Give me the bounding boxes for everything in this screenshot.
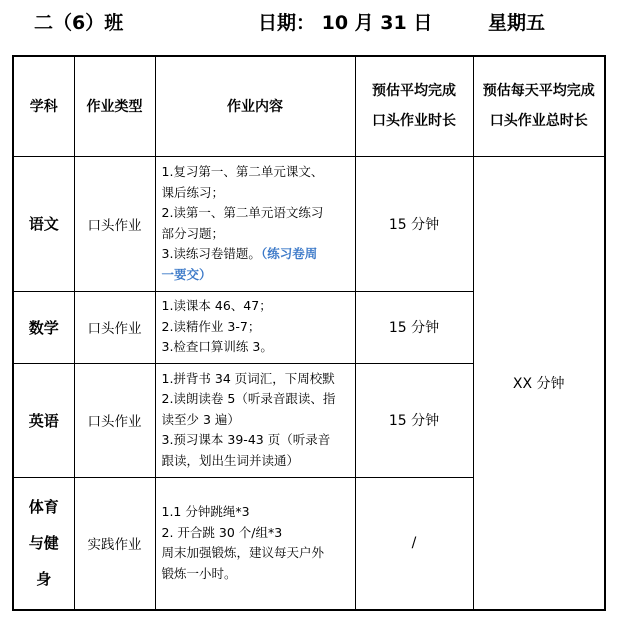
content-cell (155, 363, 355, 477)
table-row-chinese (13, 156, 605, 291)
col-header-daily-total (473, 56, 605, 156)
content-line: 2.读第一、第二单元语文练习 (161, 205, 324, 220)
col-header-type: 作业类型 (74, 56, 155, 156)
content-line: 3.预习课本 39-43 页（听录音 (161, 432, 331, 448)
date-label: 日期： 10 月 31 日 (258, 12, 433, 34)
content-cell (155, 477, 355, 610)
content-line: 1.拼背书 34 页词汇，下周校默 (161, 370, 335, 386)
content-line: 3.检查口算训练 3。 (161, 339, 273, 355)
content-line: 1.1 分钟跳绳*3 (161, 504, 250, 520)
col-header-avg-time-line2: 口头作业时长 (372, 113, 456, 130)
content-line (162, 244, 351, 265)
col-header-avg-time (355, 56, 473, 156)
content-line: 1.复习第一、第二单元课文、 (161, 164, 324, 179)
subject-cell: 数学 (13, 291, 74, 363)
subject-cell: 英语 (13, 363, 74, 477)
subject-name (14, 489, 74, 597)
content-line: 读至少 3 遍） (161, 411, 240, 427)
class-label: 二（6）班 (34, 12, 124, 34)
content-cell (155, 291, 355, 363)
content-text: 3.读练习卷错题。 (161, 246, 261, 261)
col-header-daily-total-line2: 口头作业总时长 (489, 113, 588, 130)
time-cell: / (355, 477, 473, 610)
content-note: （练习卷周 (260, 246, 318, 261)
time-cell: 15 分钟 (355, 363, 473, 477)
subject-cell (13, 477, 74, 610)
homework-table (12, 55, 606, 611)
content-line: 部分习题； (161, 225, 225, 241)
time-cell: 15 分钟 (355, 291, 473, 363)
content-line: 2.读精作业 3-7； (161, 318, 261, 334)
content-line: 锻炼一小时。 (161, 565, 237, 581)
subject-name-part: 身 (36, 570, 52, 589)
col-header-daily-total-line1: 预估每天平均完成 (482, 83, 595, 100)
time-cell: 15 分钟 (355, 156, 473, 291)
content-line: 跟读，划出生词并读通） (161, 452, 300, 468)
content-line: 1.读课本 46、47； (161, 298, 272, 314)
col-header-content: 作业内容 (155, 56, 355, 156)
subject-name-part: 体育 (28, 498, 59, 517)
content-line: 课后练习； (161, 184, 225, 200)
table-header-row (13, 56, 605, 156)
daily-total-cell: XX 分钟 (473, 156, 605, 610)
content-line: 2.读朗读卷 5（听录音跟读、指 (161, 391, 336, 407)
page-header (0, 8, 618, 38)
type-cell: 口头作业 (74, 291, 155, 363)
col-header-avg-time-line1: 预估平均完成 (372, 83, 456, 100)
col-header-subject: 学科 (13, 56, 74, 156)
type-cell: 实践作业 (74, 477, 155, 610)
type-cell: 口头作业 (74, 156, 155, 291)
weekday-label: 星期五 (488, 12, 546, 34)
subject-name-part: 与健 (28, 534, 59, 553)
content-line: 2. 开合跳 30 个/组*3 (161, 524, 283, 540)
type-cell: 口头作业 (74, 363, 155, 477)
content-cell (155, 156, 355, 291)
subject-cell: 语文 (13, 156, 74, 291)
content-line: 周末加强锻炼，建议每天户外 (161, 545, 325, 561)
content-note-cont: 一要交） (161, 266, 212, 282)
